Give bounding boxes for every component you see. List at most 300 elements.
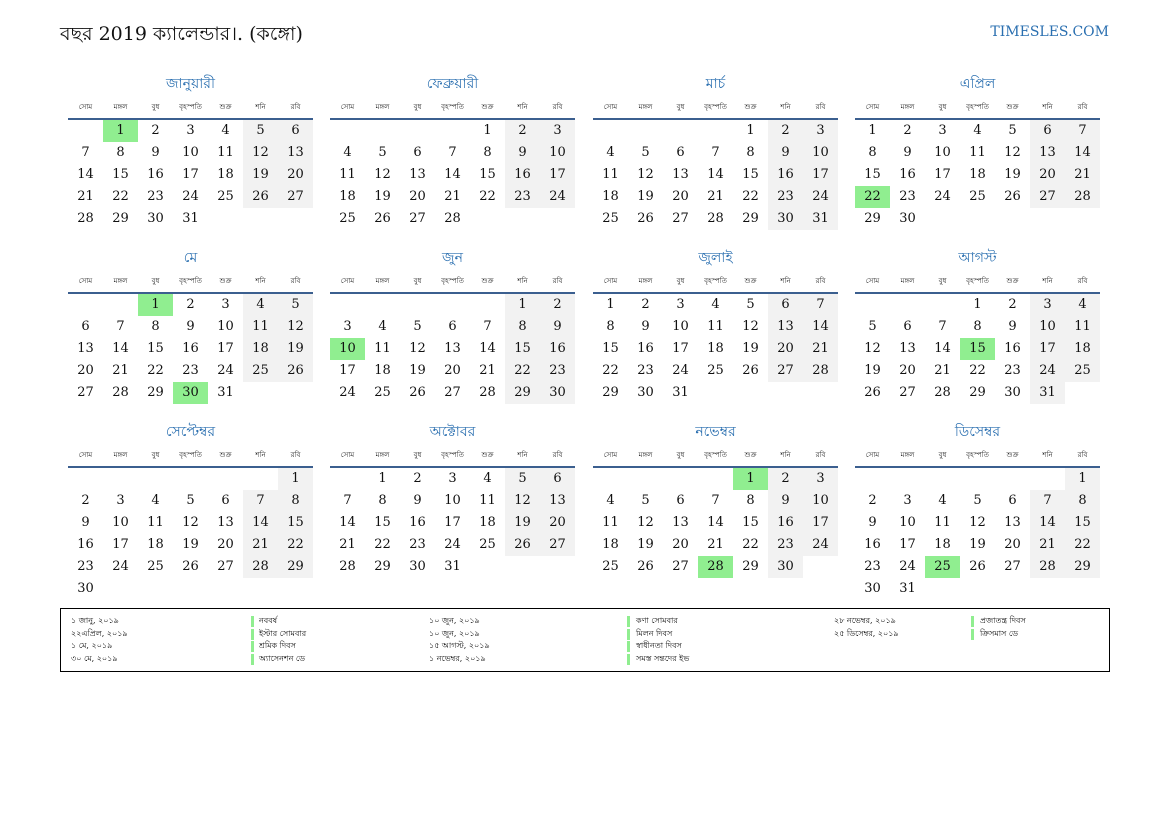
day-cell: 28 [1065,186,1100,208]
empty-cell [698,120,733,142]
day-cell: 13 [672,515,689,530]
day-cell: 8 [973,319,982,334]
day-cell: 14 [1065,142,1100,164]
day-cell: 17 [803,164,838,186]
day-cell: 22 [147,363,164,378]
day-cell: 10 [803,142,838,164]
month-block [855,420,1100,600]
day-cell: 16 [768,512,803,534]
empty-cell [330,468,365,490]
day-cell: 9 [413,493,422,508]
brand-link[interactable]: TIMESLES.COM [990,24,1109,40]
day-cell: 23 [864,559,881,574]
day-cell: 10 [803,490,838,512]
day-cell: 26 [409,385,426,400]
weekday-label: সোম [78,451,93,459]
weekday-label: সোম [78,277,93,285]
day-cell: 14 [77,167,94,182]
day-cell: 20 [1004,537,1021,552]
day-cell: 3 [448,471,457,486]
day-cell: 4 [973,123,982,138]
day-cell: 16 [637,341,654,356]
day-cell: 3 [938,123,947,138]
day-cell: 11 [602,167,619,182]
day-cell: 14 [803,316,838,338]
weekday-label: শনি [1042,103,1053,111]
weekday-label: শুক্র [481,277,494,285]
holiday-day-cell: 1 [103,120,138,142]
day-cell: 22 [374,537,391,552]
day-cell: 7 [711,493,720,508]
weekday-label: সোম [340,451,355,459]
day-cell: 29 [374,559,391,574]
day-cell: 14 [934,341,951,356]
month-name: সেপ্টেম্বর [165,424,216,440]
weekday-label: মঙ্গল [113,277,128,285]
weekday-label: শনি [1042,451,1053,459]
day-cell: 6 [903,319,912,334]
weekday-label: রবি [1077,277,1088,285]
day-cell: 28 [339,559,356,574]
day-cell: 27 [1030,186,1065,208]
empty-cell [960,468,995,490]
weekday-label: বুধ [151,451,160,459]
day-cell: 26 [182,559,199,574]
day-cell: 12 [1004,145,1021,160]
day-cell: 24 [540,186,575,208]
weekday-label: মঙ্গল [113,451,128,459]
day-cell: 11 [1065,316,1100,338]
day-cell: 7 [803,294,838,316]
weekday-header [330,270,575,292]
day-cell: 1 [505,294,540,316]
day-grid [68,468,313,600]
day-cell: 5 [243,120,278,142]
day-cell: 30 [899,211,916,226]
day-cell: 19 [278,338,313,360]
day-cell: 18 [217,167,234,182]
day-grid [330,120,575,230]
day-grid [593,294,838,404]
weekday-label: বৃহস্পতি [179,451,202,459]
day-cell: 12 [637,515,654,530]
day-cell: 6 [1030,120,1065,142]
day-cell: 19 [637,537,654,552]
day-cell: 4 [151,493,160,508]
weekday-label: বুধ [938,103,947,111]
weekday-label: শুক্র [744,103,757,111]
day-cell: 31 [899,581,916,596]
empty-cell [663,120,698,142]
day-cell: 17 [112,537,129,552]
month-name: এপ্রিল [959,76,996,92]
day-cell: 23 [147,189,164,204]
day-cell: 13 [1030,142,1065,164]
day-cell: 21 [339,537,356,552]
day-cell: 27 [278,186,313,208]
day-grid [855,468,1100,600]
holiday-date: ২২এপ্রিল, ২০১৯ [71,628,128,638]
day-cell: 24 [112,559,129,574]
empty-cell [138,468,173,490]
day-cell: 29 [602,385,619,400]
day-cell: 11 [707,319,724,334]
day-cell: 17 [672,341,689,356]
day-cell: 19 [409,363,426,378]
day-cell: 15 [742,167,759,182]
day-cell: 18 [374,363,391,378]
day-cell: 11 [479,493,496,508]
day-cell: 9 [768,490,803,512]
weekday-label: সোম [865,103,880,111]
day-cell: 29 [505,382,540,404]
month-block [855,246,1100,404]
day-cell: 21 [934,363,951,378]
empty-cell [628,120,663,142]
day-cell: 4 [606,493,615,508]
empty-cell [173,468,208,490]
weekday-label: শুক্র [481,103,494,111]
day-cell: 4 [221,123,230,138]
day-cell: 13 [899,341,916,356]
weekday-label: মঙ্গল [375,451,390,459]
day-cell: 29 [278,556,313,578]
day-cell: 31 [217,385,234,400]
day-cell: 25 [217,189,234,204]
weekday-label: সোম [340,277,355,285]
empty-cell [243,468,278,490]
day-cell: 7 [1065,120,1100,142]
day-cell: 22 [969,363,986,378]
day-cell: 21 [1065,164,1100,186]
day-cell: 17 [899,537,916,552]
day-cell: 4 [483,471,492,486]
day-cell: 21 [243,534,278,556]
day-cell: 2 [505,120,540,142]
holiday-day-cell: 30 [173,382,208,404]
day-cell: 2 [641,297,650,312]
day-cell: 25 [339,211,356,226]
day-cell: 9 [1008,319,1017,334]
day-cell: 7 [1030,490,1065,512]
holiday-marker [627,641,630,652]
day-cell: 15 [374,515,391,530]
holiday-day-cell: 28 [698,556,733,578]
weekday-label: রবি [290,103,301,111]
empty-cell [68,468,103,490]
day-cell: 18 [147,537,164,552]
weekday-header [330,444,575,466]
day-cell: 29 [969,385,986,400]
holiday-day-cell: 22 [855,186,890,208]
empty-cell [628,468,663,490]
holiday-marker [251,629,254,640]
month-name: নভেম্বর [695,424,736,440]
month-block [330,72,575,230]
day-cell: 4 [606,145,615,160]
day-cell: 25 [374,385,391,400]
day-cell: 1 [378,471,387,486]
day-cell: 23 [505,186,540,208]
day-cell: 16 [409,515,426,530]
day-cell: 30 [637,385,654,400]
day-cell: 5 [641,493,650,508]
day-cell: 6 [676,145,685,160]
day-cell: 24 [339,385,356,400]
day-cell: 16 [147,167,164,182]
day-cell: 12 [969,515,986,530]
day-cell: 1 [483,123,492,138]
weekday-label: বৃহস্পতি [441,103,464,111]
day-cell: 7 [243,490,278,512]
day-cell: 19 [742,341,759,356]
day-cell: 17 [1030,338,1065,360]
weekday-header [330,96,575,118]
day-cell: 12 [243,142,278,164]
day-cell: 30 [768,556,803,578]
day-cell: 10 [444,493,461,508]
day-cell: 27 [672,211,689,226]
weekday-label: সোম [865,277,880,285]
holiday-name: ইস্টার সোমবার [259,628,307,638]
day-cell: 26 [278,360,313,382]
weekday-label: মঙ্গল [638,277,653,285]
day-cell: 26 [374,211,391,226]
month-block [593,246,838,404]
day-cell: 21 [77,189,94,204]
day-cell: 19 [969,537,986,552]
day-cell: 30 [864,581,881,596]
holiday-name: মিলন দিবস [636,628,673,638]
day-cell: 17 [934,167,951,182]
day-grid [593,468,838,578]
day-cell: 24 [444,537,461,552]
holiday-marker [251,654,254,665]
day-cell: 25 [602,559,619,574]
day-cell: 25 [969,189,986,204]
empty-cell [435,294,470,316]
day-cell: 22 [742,537,759,552]
day-cell: 27 [1004,559,1021,574]
day-cell: 26 [637,211,654,226]
weekday-label: সোম [603,451,618,459]
day-cell: 7 [483,319,492,334]
day-cell: 19 [505,512,540,534]
day-cell: 18 [479,515,496,530]
weekday-label: শনি [780,277,791,285]
day-cell: 26 [742,363,759,378]
day-cell: 11 [147,515,164,530]
day-cell: 7 [448,145,457,160]
day-cell: 23 [899,189,916,204]
day-cell: 2 [186,297,195,312]
day-cell: 24 [899,559,916,574]
day-cell: 12 [409,341,426,356]
day-cell: 30 [77,581,94,596]
day-cell: 4 [711,297,720,312]
empty-cell [400,294,435,316]
day-cell: 5 [746,297,755,312]
day-cell: 11 [602,515,619,530]
weekday-label: বুধ [676,103,685,111]
day-cell: 16 [540,338,575,360]
month-block [593,72,838,230]
weekday-label: রবি [290,451,301,459]
holiday-date: ২৮ নভেম্বর, ২০১৯ [834,616,896,625]
holiday-date: ৩০ মে, ২০১৯ [71,653,118,663]
day-cell: 11 [339,167,356,182]
day-cell: 7 [81,145,90,160]
day-cell: 7 [116,319,125,334]
day-cell: 12 [637,167,654,182]
weekday-label: মঙ্গল [375,103,390,111]
day-cell: 11 [217,145,234,160]
day-cell: 24 [1030,360,1065,382]
empty-cell [400,120,435,142]
empty-cell [663,468,698,490]
day-cell: 25 [147,559,164,574]
day-cell: 8 [746,493,755,508]
day-cell: 20 [540,512,575,534]
day-cell: 17 [339,363,356,378]
month-block [68,420,313,600]
day-cell: 12 [374,167,391,182]
weekday-label: শনি [255,103,266,111]
day-cell: 27 [672,559,689,574]
day-cell: 20 [444,363,461,378]
day-cell: 4 [938,493,947,508]
day-cell: 11 [374,341,391,356]
day-cell: 9 [505,142,540,164]
day-cell: 15 [864,167,881,182]
day-cell: 21 [803,338,838,360]
day-cell: 25 [707,363,724,378]
day-cell: 30 [540,382,575,404]
day-cell: 27 [409,211,426,226]
day-cell: 5 [378,145,387,160]
weekday-label: মঙ্গল [900,103,915,111]
day-cell: 9 [903,145,912,160]
day-cell: 8 [505,316,540,338]
day-cell: 17 [540,164,575,186]
day-cell: 7 [938,319,947,334]
day-cell: 14 [707,167,724,182]
month-name: আগস্ট [958,250,997,266]
day-cell: 11 [243,316,278,338]
day-cell: 2 [413,471,422,486]
day-cell: 18 [969,167,986,182]
day-cell: 26 [864,385,881,400]
empty-cell [365,294,400,316]
day-cell: 17 [444,515,461,530]
day-cell: 16 [182,341,199,356]
empty-cell [855,468,890,490]
day-cell: 18 [934,537,951,552]
day-cell: 6 [221,493,230,508]
empty-cell [855,294,890,316]
day-grid [330,468,575,578]
day-cell: 13 [444,341,461,356]
day-cell: 3 [186,123,195,138]
day-cell: 14 [1030,512,1065,534]
day-cell: 23 [182,363,199,378]
day-cell: 5 [505,468,540,490]
weekday-label: শনি [517,103,528,111]
weekday-header [855,444,1100,466]
empty-cell [890,468,925,490]
day-cell: 13 [1004,515,1021,530]
day-cell: 6 [278,120,313,142]
weekday-label: রবি [815,103,826,111]
day-cell: 20 [672,537,689,552]
day-cell: 3 [343,319,352,334]
day-cell: 1 [746,123,755,138]
day-cell: 28 [934,385,951,400]
holiday-date: ১ নভেম্বর, ২০১৯ [429,653,486,663]
day-cell: 27 [899,385,916,400]
day-cell: 25 [1065,360,1100,382]
day-cell: 28 [479,385,496,400]
empty-cell [470,294,505,316]
weekday-label: সোম [78,103,93,111]
weekday-label: বুধ [413,277,422,285]
day-cell: 10 [899,515,916,530]
weekday-label: মঙ্গল [375,277,390,285]
day-cell: 13 [768,316,803,338]
holiday-day-cell: 1 [138,294,173,316]
weekday-label: শুক্র [744,451,757,459]
weekday-label: শুক্র [219,277,232,285]
weekday-label: শুক্র [1006,451,1019,459]
day-cell: 6 [1008,493,1017,508]
month-name: জুলাই [698,250,733,266]
day-cell: 6 [676,493,685,508]
weekday-label: শনি [1042,277,1053,285]
weekday-label: রবি [290,277,301,285]
day-cell: 25 [602,211,619,226]
day-cell: 3 [803,468,838,490]
day-cell: 14 [479,341,496,356]
empty-cell [208,468,243,490]
day-cell: 20 [217,537,234,552]
day-cell: 1 [606,297,615,312]
day-cell: 4 [243,294,278,316]
day-cell: 8 [606,319,615,334]
day-cell: 21 [707,537,724,552]
day-cell: 20 [77,363,94,378]
day-cell: 20 [672,189,689,204]
day-cell: 31 [803,208,838,230]
day-cell: 27 [444,385,461,400]
month-block [593,420,838,578]
day-cell: 26 [505,534,540,556]
day-cell: 30 [147,211,164,226]
weekday-label: সোম [603,103,618,111]
empty-cell [330,294,365,316]
weekday-label: শনি [517,277,528,285]
day-cell: 24 [803,186,838,208]
empty-cell [68,294,103,316]
day-cell: 10 [217,319,234,334]
weekday-header [68,96,313,118]
month-block [68,246,313,404]
day-cell: 2 [768,120,803,142]
day-cell: 10 [182,145,199,160]
day-cell: 19 [864,363,881,378]
day-cell: 21 [444,189,461,204]
month-block [330,420,575,578]
day-cell: 2 [540,294,575,316]
